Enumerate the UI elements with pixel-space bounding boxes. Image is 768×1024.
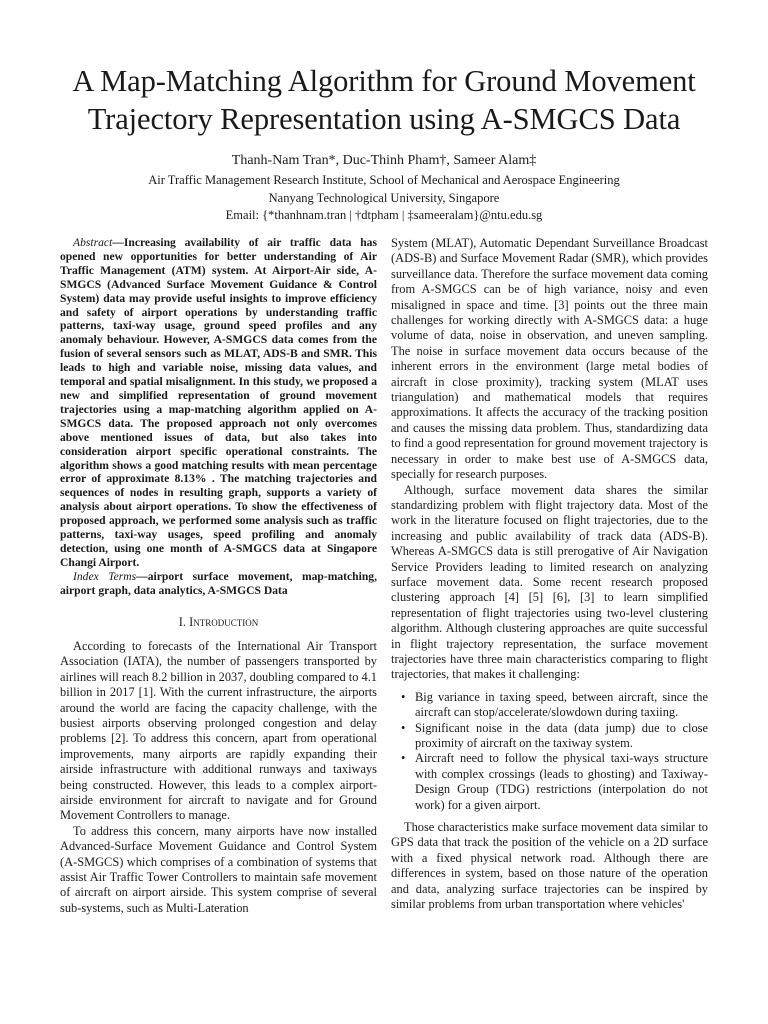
index-terms [60, 570, 377, 598]
bullet-icon: • [401, 720, 406, 735]
affiliation-line-2: Nanyang Technological University, Singapore [268, 190, 500, 205]
index-terms-label: Index Terms [73, 569, 137, 583]
email-line: Email: {*thanhnam.tran | †dtpham | ‡sameeralam}@ntu.edu.sg [225, 208, 543, 222]
bullet-icon: • [401, 689, 406, 704]
list-item-text: Big variance in taxing speed, between aircraft, since the aircraft can stop/accelerate/slowdown during taxiing. [415, 689, 708, 720]
abstract-label: Abstract [73, 236, 113, 249]
affiliation-line-1: Air Traffic Management Research Institute, School of Mechanical and Aerospace Engineering [148, 173, 620, 187]
list-item [391, 721, 708, 752]
bullet-icon: • [401, 751, 406, 766]
paper-title: A Map-Matching Algorithm for Ground Movement Trajectory Representation using A-SMGCS Data [72, 64, 696, 136]
right-column [391, 236, 708, 912]
right-paragraph-3: Those characteristics make surface movement data similar to GPS data that track the position of the vehicle on a 2D surface with a fixed physical network road. Although there are differences in system, based on those nature of the operation and data, analyzing surface trajectories can be inspired by similar problems from urban transportation where vehicles' [391, 820, 708, 912]
section-heading-introduction: I. Introduction [178, 614, 259, 629]
left-column [60, 236, 377, 916]
index-terms-text: —airport surface movement, map-matching, airport graph, data analytics, A-SMGCS Data [60, 569, 377, 597]
right-paragraph-2: Although, surface movement data shares the similar standardizing problem with flight trajectory data. Most of the work in the literature focused on flight trajectories, due to the increasing and public availability of track data (ADS-B). Whereas A-SMGCS data is still prerogative of Air Navigation Service Providers leading to limited research on analyzing surface movement data. Some recent research proposed clustering approach [4] [5] [6], [3] to learn simplified representation of flight trajectories using two-level clustering algorithm. Although clustering approaches are quite successful in flight trajectory representation, the surface movement trajectories have three main characteristics comparing to flight trajectories, that makes it challenging: [391, 482, 708, 682]
affiliation-block [60, 172, 708, 225]
list-item-text: Aircraft need to follow the physical taxi-ways structure with complex crossings (leads to ghosting) and Taxiway-Design Group (TDG) restrictions (interpolation do not work) for a given airport. [415, 751, 708, 812]
abstract-text: —Increasing availability of air traffic data has opened new opportunities for better understanding of Air Traffic Management (ATM) system. At Airport-Air side, A-SMGCS (Advanced Surface Movement Guidance & Control System) data may provide useful insights to improve efficiency and safety of airport operations by understanding traffic patterns, taxi-way usage, ground speed profiles and any anomaly behaviour. However, A-SMGCS data comes from the fusion of several sensors such as MLAT, ADS-B and SMR. This leads to high and variable noise, missing data values, and temporal and spatial misalignment. In this study, we proposed a new and simplified representation of ground movement trajectories using a map-matching algorithm applied on A-SMGCS data. The proposed approach not only overcomes above mentioned issues of data, but also takes into consideration airport specific operational constraints. The algorithm shows a good matching results with mean percentage error of approximate 8.13% . The matching trajectories and sequences of nodes in resulting graph, supports a variety of analysis about airport operations. To show the effectiveness of proposed approach, we performed some analysis such as traffic patterns, taxi-way usages, speed profiling and anomaly detection, using one month of A-SMGCS data at Singapore Changi Airport. [60, 236, 377, 569]
right-paragraph-1: System (MLAT), Automatic Dependant Surveillance Broadcast (ADS-B) and Surface Movement Radar (SMR), which provides surveillance data. Therefore the surface movement data coming from A-SMGCS can be of high variance, noisy and even misaligned in space and time. [3] points out the three main challenges for working directly with A-SMGCS data: a huge volume of data, noise in observation, and uneven sampling. The noise in surface movement data occurs because of the inherent errors in the environment (large metal bodies of aircraft in close proximity), tracking system (MLAT uses triangulation) and mathematical models that requires approximations. It affects the accuracy of the tracking position and causes the missing data problem. Thus, standardizing data to find a good representation for ground movement trajectory is necessary in order to make best use of A-SMGCS data, specially for research purposes. [391, 236, 708, 482]
abstract [60, 236, 377, 570]
author-list: Thanh-Nam Tran*, Duc-Thinh Pham†, Sameer Alam‡ [231, 153, 537, 168]
list-item [391, 690, 708, 721]
list-item-text: Significant noise in the data (data jump) due to close proximity of aircraft on the taxiway system. [415, 720, 708, 750]
intro-paragraph-1: According to forecasts of the International Air Transport Association (IATA), the number of passengers transported by airlines will reach 8.2 billion in 2037, doubling compared to 4.1 billion in 2017 [1]. With the current infrastructure, the airports around the world are facing the capacity challenge, with the busiest airports observing prolonged congestion and delay problems [2]. To address this concern, apart from operational improvements, many airports are rapidly expanding their airside infrastructure with additional runways and taxiways being constructed. However, this leads to a complex airport-airside environment for aircraft to navigate and for Ground Movement Controllers to manage. [60, 638, 377, 823]
challenge-list [391, 690, 708, 813]
intro-paragraph-2: To address this concern, many airports have now installed Advanced-Surface Movement Guidance and Control System (A-SMGCS) which comprises of a combination of systems that assist Air Traffic Tower Controllers to maintain safe movement of aircraft on airport airside. This system comprise of several sub-systems, such as Multi-Lateration [60, 823, 377, 915]
list-item [391, 751, 708, 813]
